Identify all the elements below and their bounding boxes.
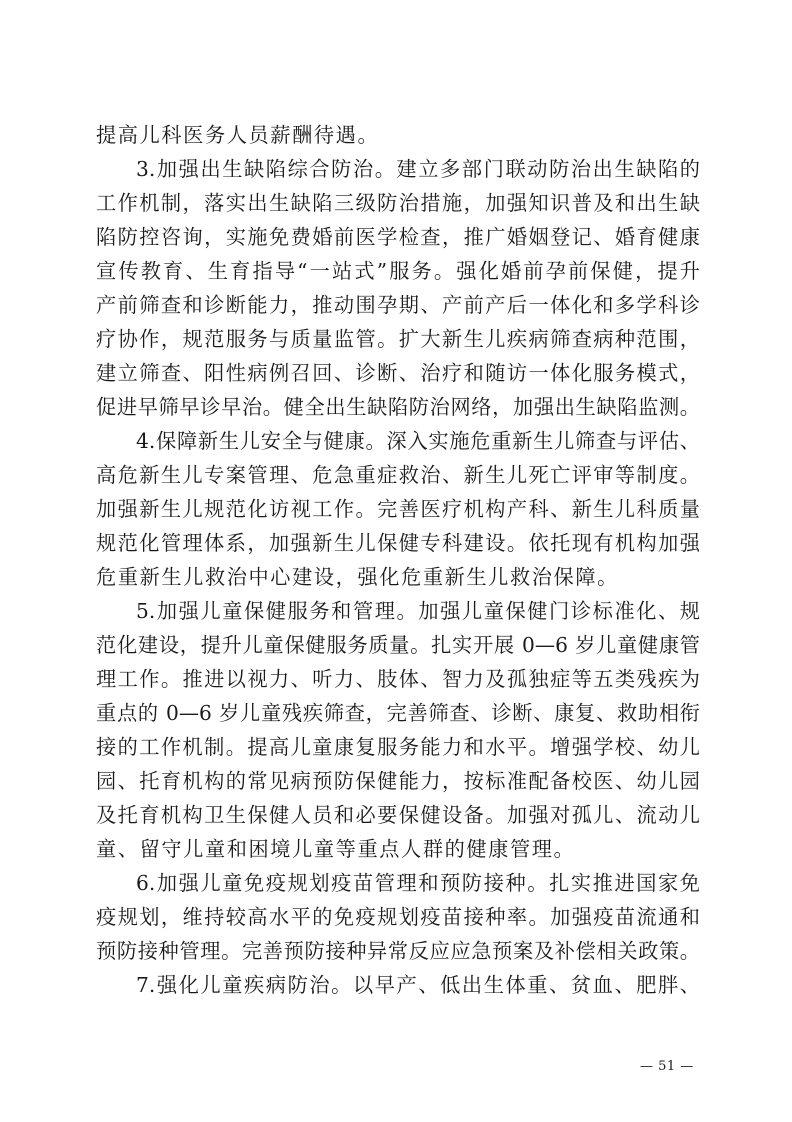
text-line: 陷防控咨询，实施免费婚前医学检查，推广婚姻登记、婚育健康 bbox=[96, 225, 700, 249]
text-line: 宣传教育、生育指导“一站式”服务。强化婚前孕前保健，提升 bbox=[96, 259, 700, 283]
text-line: 4.保障新生儿安全与健康。深入实施危重新生儿筛查与评估、 bbox=[136, 429, 700, 453]
text-line: 6.加强儿童免疫规划疫苗管理和预防接种。扎实推进国家免 bbox=[136, 871, 700, 895]
text-line: 促进早筛早诊早治。健全出生缺陷防治网络，加强出生缺陷监测。 bbox=[96, 395, 700, 419]
text-line: 7.强化儿童疾病防治。以早产、低出生体重、贫血、肥胖、 bbox=[136, 973, 700, 997]
text-line: 及托育机构卫生保健人员和必要保健设备。加强对孤儿、流动儿 bbox=[96, 803, 700, 827]
text-line: 工作机制，落实出生缺陷三级防治措施，加强知识普及和出生缺 bbox=[96, 191, 700, 215]
text-line: 高危新生儿专案管理、危急重症救治、新生儿死亡评审等制度。 bbox=[96, 463, 700, 487]
text-line: 提高儿科医务人员薪酬待遇。 bbox=[96, 123, 380, 147]
text-line: 3.加强出生缺陷综合防治。建立多部门联动防治出生缺陷的 bbox=[136, 157, 700, 181]
text-line: 疫规划，维持较高水平的免疫规划疫苗接种率。加强疫苗流通和 bbox=[96, 905, 700, 929]
text-line: 产前筛查和诊断能力，推动围孕期、产前产后一体化和多学科诊 bbox=[96, 293, 700, 317]
text-line: 园、托育机构的常见病预防保健能力，按标准配备校医、幼儿园 bbox=[96, 769, 700, 793]
text-line: 范化建设，提升儿童保健服务质量。扎实开展 0—6 岁儿童健康管 bbox=[96, 633, 700, 657]
text-line: 童、留守儿童和困境儿童等重点人群的健康管理。 bbox=[96, 837, 576, 861]
text-line: 建立筛查、阳性病例召回、诊断、治疗和随访一体化服务模式， bbox=[96, 361, 700, 385]
text-line: 疗协作，规范服务与质量监管。扩大新生儿疾病筛查病种范围， bbox=[96, 327, 700, 351]
text-line: 5.加强儿童保健服务和管理。加强儿童保健门诊标准化、规 bbox=[136, 599, 700, 623]
page-number: — 51 — bbox=[640, 1059, 694, 1074]
text-line: 预防接种管理。完善预防接种异常反应应急预案及补偿相关政策。 bbox=[96, 939, 700, 963]
text-line: 接的工作机制。提高儿童康复服务能力和水平。增强学校、幼儿 bbox=[96, 735, 700, 759]
text-line: 加强新生儿规范化访视工作。完善医疗机构产科、新生儿科质量 bbox=[96, 497, 700, 521]
text-line: 危重新生儿救治中心建设，强化危重新生儿救治保障。 bbox=[96, 565, 619, 589]
text-line: 重点的 0—6 岁儿童残疾筛查，完善筛查、诊断、康复、救助相衔 bbox=[96, 701, 700, 725]
text-line: 规范化管理体系，加强新生儿保健专科建设。依托现有机构加强 bbox=[96, 531, 700, 555]
text-line: 理工作。推进以视力、听力、肢体、智力及孤独症等五类残疾为 bbox=[96, 667, 700, 691]
